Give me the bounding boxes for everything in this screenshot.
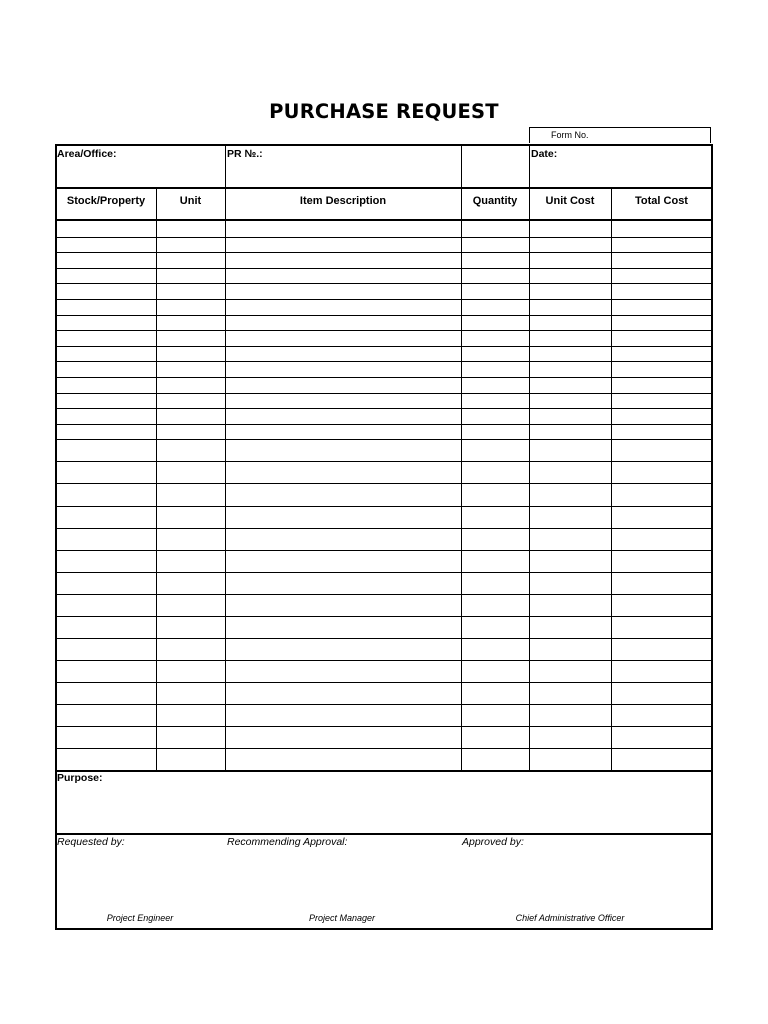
table-row-divider — [56, 393, 712, 394]
recommending-approval-label: Recommending Approval: — [227, 836, 348, 848]
table-row-divider — [56, 726, 712, 727]
table-bottom-separator — [56, 770, 712, 772]
table-row-divider — [56, 660, 712, 661]
form-number-label: Form No. — [551, 130, 589, 140]
table-row-divider — [56, 283, 712, 284]
table-row-divider — [56, 506, 712, 507]
table-row-divider — [56, 346, 712, 347]
table-row-divider — [56, 315, 712, 316]
table-row-divider — [56, 299, 712, 300]
column-header-quantity: Quantity — [472, 195, 518, 207]
purpose-label: Purpose: — [57, 772, 103, 784]
column-header-stock-property: Stock/Property — [66, 195, 146, 207]
purchase-request-form — [55, 144, 713, 930]
area-office-label: Area/Office: — [57, 148, 117, 160]
table-row-divider — [56, 616, 712, 617]
table-row-divider — [56, 572, 712, 573]
table-row-divider — [56, 594, 712, 595]
header-separator — [56, 187, 712, 189]
column-header-unit-cost: Unit Cost — [545, 195, 595, 207]
header-column-divider — [529, 146, 530, 188]
table-row-divider — [56, 528, 712, 529]
chief-administrative-officer-title: Chief Administrative Officer — [515, 913, 625, 923]
table-row-divider — [56, 483, 712, 484]
header-column-divider — [225, 146, 226, 188]
table-row-divider — [56, 461, 712, 462]
column-header-item-description: Item Description — [299, 195, 387, 207]
table-row-divider — [56, 682, 712, 683]
table-column-divider — [156, 189, 157, 770]
table-row-divider — [56, 424, 712, 425]
project-manager-title: Project Manager — [308, 913, 376, 923]
column-header-separator — [56, 219, 712, 221]
date-label: Date: — [531, 148, 558, 160]
table-row-divider — [56, 361, 712, 362]
column-header-unit: Unit — [179, 195, 202, 207]
purpose-separator — [56, 833, 712, 835]
table-row-divider — [56, 252, 712, 253]
column-header-total-cost: Total Cost — [635, 195, 688, 207]
project-engineer-title: Project Engineer — [106, 913, 174, 923]
table-row-divider — [56, 377, 712, 378]
table-column-divider — [225, 189, 226, 770]
table-row-divider — [56, 748, 712, 749]
table-row-divider — [56, 638, 712, 639]
table-row-divider — [56, 237, 712, 238]
requested-by-label: Requested by: — [57, 836, 125, 848]
approved-by-label: Approved by: — [462, 836, 524, 848]
table-row-divider — [56, 408, 712, 409]
form-number-box — [529, 127, 711, 143]
table-row-divider — [56, 268, 712, 269]
table-row-divider — [56, 704, 712, 705]
table-row-divider — [56, 550, 712, 551]
table-column-divider — [529, 189, 530, 770]
table-column-divider — [461, 189, 462, 770]
table-row-divider — [56, 330, 712, 331]
table-row-divider — [56, 439, 712, 440]
header-column-divider — [461, 146, 462, 188]
table-column-divider — [611, 189, 612, 770]
form-title: PURCHASE REQUEST — [269, 100, 499, 123]
pr-number-label: PR №.: — [227, 148, 263, 160]
